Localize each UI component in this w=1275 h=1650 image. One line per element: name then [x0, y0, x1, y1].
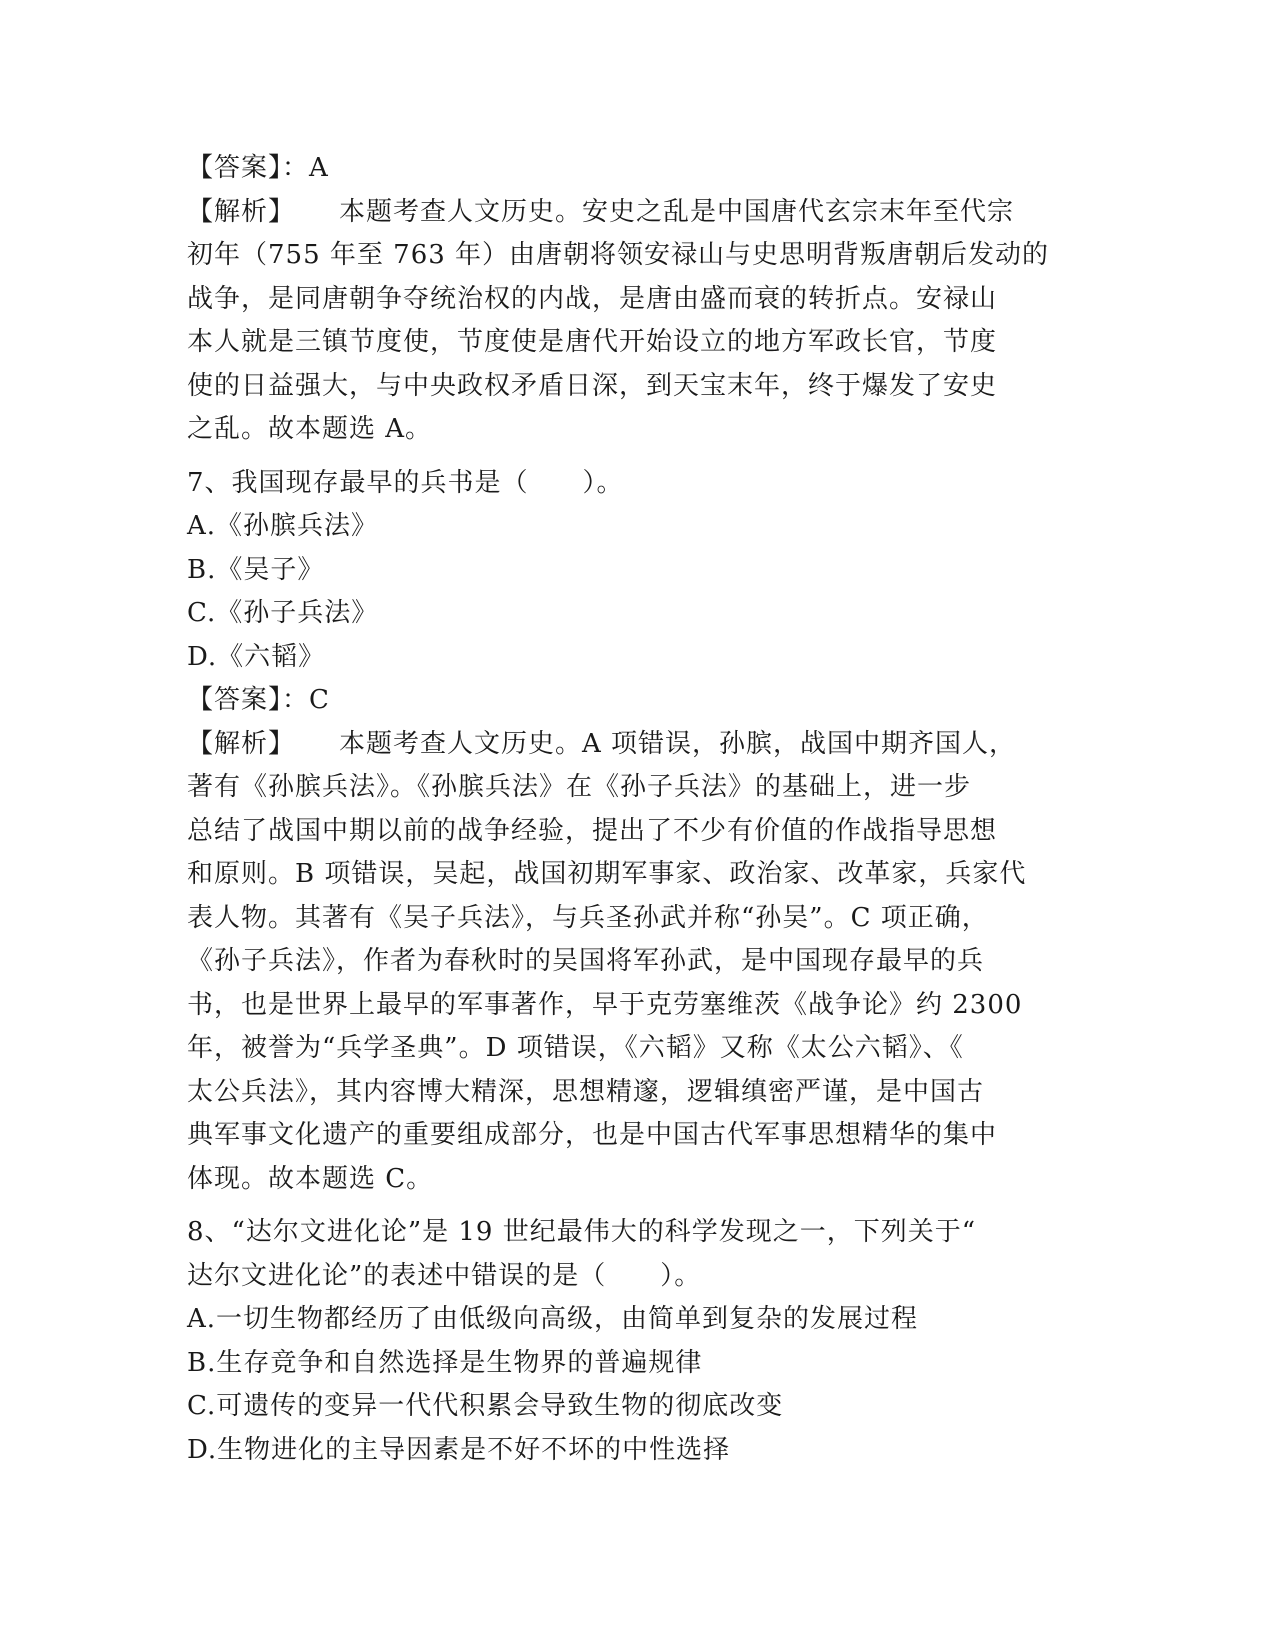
q6-analysis-line: 使的日益强大，与中央政权矛盾日深，到天宝末年，终于爆发了安史 — [187, 370, 998, 401]
q7-analysis-line: 表人物。其著有《吴子兵法》，与兵圣孙武并称“孙吴”。C 项正确， — [187, 902, 989, 933]
q7-answer — [187, 679, 1087, 723]
q7-analysis-line: 和原则。B 项错误，吴起，战国初期军事家、政治家、改革家，兵家代 — [187, 859, 1027, 889]
q7-analysis-line: 体现。故本题选 C。 — [187, 1163, 434, 1194]
q7-answer-label: 【答案】 — [187, 685, 283, 715]
q7-option-c: C.《孙子兵法》 — [187, 598, 379, 628]
q7-analysis-line: 太公兵法》，其内容博大精深，思想精邃，逻辑缜密严谨，是中国古 — [187, 1076, 985, 1107]
q6-analysis-line: 本题考查人文历史。安史之乱是中国唐代玄宗末年至代宗 — [339, 196, 1015, 227]
q7-answer-value: C — [309, 685, 330, 715]
document-content — [187, 147, 1087, 1472]
q7-analysis-line: 总结了战国中期以前的战争经验，提出了不少有价值的作战指导思想 — [187, 815, 998, 846]
q7-analysis-line: 著有《孙膑兵法》。《孙膑兵法》在《孙子兵法》的基础上，进一步 — [187, 772, 972, 802]
q7-analysis-line: 年，被誉为“兵学圣典”。D 项错误，《六韬》又称《太公六韬》、《 — [187, 1033, 964, 1063]
q6-answer-sep: ： — [282, 153, 310, 183]
q7-answer-sep: ： — [282, 685, 310, 715]
q7-analysis-line: 《孙子兵法》，作者为春秋时的吴国将军孙武，是中国现存最早的兵 — [187, 946, 985, 976]
q7-option-a: A.《孙膑兵法》 — [187, 511, 379, 541]
q8-question-line: 达尔文进化论”的表述中错误的是（ ）。 — [187, 1260, 702, 1291]
q8-question-line: 8、“达尔文进化论”是 19 世纪最伟大的科学发现之一，下列关于“ — [187, 1217, 977, 1247]
q7-option-b: B.《吴子》 — [187, 554, 325, 585]
q7-analysis-line: 本题考查人文历史。A 项错误，孙膑，战国中期齐国人， — [339, 728, 1017, 759]
q6-answer-label: 【答案】 — [187, 153, 283, 183]
q8-option-b: B.生存竞争和自然选择是生物界的普遍规律 — [187, 1347, 703, 1378]
q6-analysis — [187, 191, 1087, 452]
q7-analysis-line: 典军事文化遗产的重要组成部分，也是中国古代军事思想精华的集中 — [187, 1120, 998, 1150]
q7-question: 7、我国现存最早的兵书是（ ）。 — [187, 467, 624, 498]
q7-analysis-label: 【解析】 — [187, 728, 296, 759]
q8-option-d: D.生物进化的主导因素是不好不坏的中性选择 — [187, 1434, 731, 1465]
q6-analysis-line: 之乱。故本题选 A。 — [187, 414, 433, 444]
q6-answer — [187, 147, 1087, 191]
q6-analysis-line: 本人就是三镇节度使，节度使是唐代开始设立的地方军政长官，节度 — [187, 327, 998, 357]
q8-option-c: C.可遗传的变异一代代积累会导致生物的彻底改变 — [187, 1391, 784, 1421]
q6-analysis-label: 【解析】 — [187, 196, 296, 227]
q8-option-a: A.一切生物都经历了由低级向高级，由简单到复杂的发展过程 — [187, 1304, 919, 1334]
q6-answer-value: A — [309, 153, 329, 183]
q7-analysis-line: 书，也是世界上最早的军事著作，早于克劳塞维茨《战争论》约 2300 — [187, 989, 1023, 1020]
q7-analysis — [187, 723, 1087, 1202]
q6-analysis-line: 战争，是同唐朝争夺统治权的内战，是唐由盛而衰的转折点。安禄山 — [187, 283, 998, 314]
q7-option-d: D.《六韬》 — [187, 641, 326, 672]
q6-analysis-line: 初年（755 年至 763 年）由唐朝将领安禄山与史思明背叛唐朝后发动的 — [187, 240, 1050, 270]
